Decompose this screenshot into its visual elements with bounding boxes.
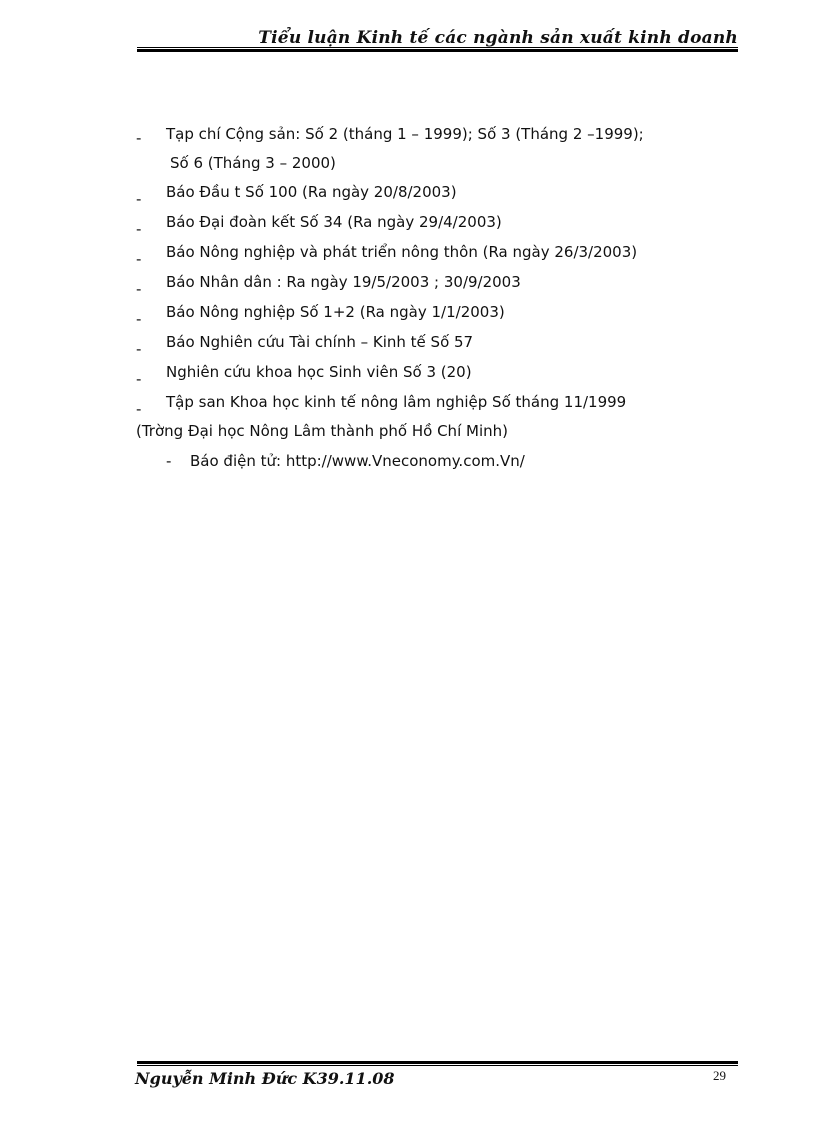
reference-item: Báo Đầu t Số 100 (Ra ngày 20/8/2003) (166, 183, 457, 201)
list-bullet: - (136, 190, 142, 208)
reference-item: Báo Nhân dân : Ra ngày 19/5/2003 ; 30/9/2003 (166, 273, 521, 291)
reference-item-continuation: (Trờng Đại học Nông Lâm thành phố Hồ Chí Minh) (136, 422, 508, 440)
reference-item: Tạp chí Cộng sản: Số 2 (tháng 1 – 1999); Số 3 (Tháng 2 –1999); (166, 125, 644, 143)
reference-item: Tập san Khoa học kinh tế nông lâm nghiệp Số tháng 11/1999 (166, 393, 627, 411)
footer-author: Nguyễn Minh Đức K39.11.08 (135, 1069, 395, 1088)
reference-item: Báo Nghiên cứu Tài chính – Kinh tế Số 57 (166, 333, 474, 351)
list-bullet: - (136, 129, 142, 147)
page-number: 29 (713, 1068, 726, 1083)
list-bullet: - (136, 340, 142, 358)
footer-rule-bottom (137, 1065, 738, 1066)
reference-item-continuation: Số 6 (Tháng 3 – 2000) (170, 154, 336, 172)
list-bullet: - (136, 220, 142, 238)
list-bullet: - (136, 370, 142, 388)
list-bullet: - (166, 452, 172, 470)
reference-item: Nghiên cứu khoa học Sinh viên Số 3 (20) (166, 363, 472, 381)
reference-item: Báo Đại đoàn kết Số 34 (Ra ngày 29/4/2003) (166, 213, 502, 231)
list-bullet: - (136, 280, 142, 298)
header-rule-bottom (137, 49, 738, 52)
reference-item: Báo Nông nghiệp và phát triển nông thôn (Ra ngày 26/3/2003) (166, 243, 638, 261)
list-bullet: - (136, 400, 142, 418)
list-bullet: - (136, 250, 142, 268)
reference-item-link: Báo điện tử: http://www.Vneconomy.com.Vn/ (190, 452, 525, 470)
footer-rule-top (137, 1061, 738, 1064)
header-rule-top (137, 47, 738, 48)
header-title: Tiểu luận Kinh tế các ngành sản xuất kinh doanh (258, 28, 738, 48)
list-bullet: - (136, 310, 142, 328)
reference-item: Báo Nông nghiệp Số 1+2 (Ra ngày 1/1/2003) (166, 303, 505, 321)
